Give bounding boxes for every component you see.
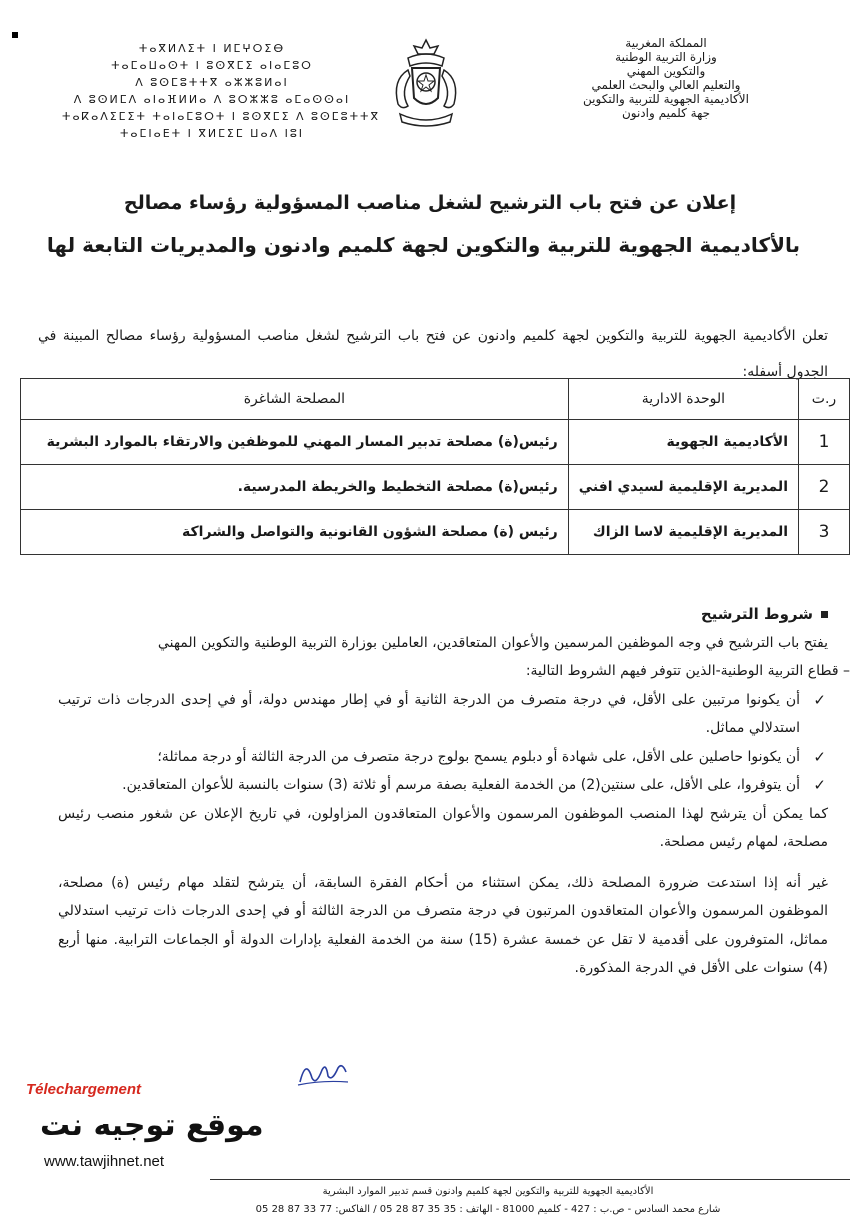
footer-divider <box>210 1179 850 1180</box>
signature-mark <box>292 1052 352 1092</box>
announcement-title-line-1: إعلان عن فتح باب الترشيح لشغل مناصب المسؤولية رؤساء مصالح <box>123 192 737 214</box>
checkmark-icon: ✓ <box>813 747 826 766</box>
table-row <box>21 510 850 555</box>
column-header-number: ر.ت <box>799 379 850 420</box>
condition-item <box>58 686 828 743</box>
header-arabic <box>516 36 816 120</box>
condition-text: أن يتوفروا، على الأقل، على سنتين(2) من الخدمة الفعلية بصفة مرسم أو ثلاثة (3) سنوات بالنسبة للأعوان المتعاقدين. <box>122 777 800 793</box>
table-row <box>21 465 850 510</box>
watermark-url[interactable]: www.tawjihnet.net <box>44 1153 165 1170</box>
footer <box>168 1183 808 1219</box>
bullet-square-icon <box>821 611 828 618</box>
watermark-site-name: موقع توجيه نت <box>40 1108 264 1143</box>
header-tifinagh <box>62 40 380 142</box>
conditions-intro: يفتح باب الترشيح في وجه الموظفين المرسمين والأعوان المتعاقدين، العاملين بوزارة التربية الوطنية والتكوين المهني <box>157 634 828 651</box>
condition-item <box>58 771 828 800</box>
footer-line: شارع محمد السادس - ص.ب : 427 - كلميم 81000 - الهاتف : 35 35 87 28 05 / الفاكس: 77 33 87 28 05 <box>255 1204 721 1215</box>
header-tifinagh-line: ⴷ ⵓⵙⵍⵎⴷ ⴰⵏⴰⴼⵍⵍⴰ ⴷ ⵓⵔⵣⵣⵓ ⴰⵎⴰⵙⵙⴰⵏ <box>73 93 351 106</box>
column-header-service: المصلحة الشاغرة <box>21 379 569 420</box>
footer-line: الأكاديمية الجهوية للتربية والتكوين لجهة كلميم وادنون قسم تدبير الموارد البشرية <box>322 1186 654 1197</box>
header-arabic-line: جهة كلميم وادنون <box>621 106 711 120</box>
header-arabic-line: والتعليم العالي والبحث العلمي <box>591 78 741 92</box>
conditions-heading <box>58 600 828 629</box>
row-number: 2 <box>799 465 850 510</box>
condition-item <box>58 743 828 772</box>
row-number: 3 <box>799 510 850 555</box>
condition-text: أن يكونوا حاصلين على الأقل، على شهادة أو دبلوم يسمح بولوج درجة متصرف من الدرجة الثالثة أو درجة مماثلة؛ <box>157 748 800 765</box>
conditions-paragraph: غير أنه إذا استدعت ضرورة المصلحة ذلك، يمكن استثناء من أحكام الفقرة السابقة، أن يترشح لتقلد مهام رئيس (ة) مصلحة، الموظفون المرسمون والأعوان المتعاقدون المرتبون في درجة متصرف من الدرجة الثالثة أو في إحدى الدرجات ذات ترتيب استدلالي مماثل، المتوفرون على أقدمية لا تقل عن خمسة عشرة (15) سنة من الخدمة الفعلية بإدارات الدولة أو الجماعات الترابية. منها أربع (4) سنوات على الأقل في الدرجة المذكورة. <box>58 874 828 976</box>
row-service: رئيس (ة) مصلحة الشؤون القانونية والتواصل والشراكة <box>21 510 569 555</box>
header-arabic-line: المملكة المغربية <box>625 36 707 50</box>
header-tifinagh-line: ⴷ ⵓⵙⵎⵓⵜⵜⴳ ⴰⵣⵣⵓⵍⴰⵏ <box>135 76 289 89</box>
table-row <box>21 420 850 465</box>
intro-paragraph: تعلن الأكاديمية الجهوية للتربية والتكوين لجهة كلميم وادنون عن فتح باب الترشيح لشغل مناصب المسؤولية رؤساء مصالح المبينة في الجدول أسفله: <box>38 328 828 380</box>
checkmark-icon: ✓ <box>813 776 826 794</box>
row-unit: الأكاديمية الجهوية <box>568 420 798 465</box>
watermark-download-label: Télechargement <box>26 1081 142 1098</box>
corner-mark <box>12 32 18 38</box>
header-tifinagh-line: ⵜⴰⵎⴰⵡⴰⵙⵜ ⵏ ⵓⵙⴳⵎⵉ ⴰⵏⴰⵎⵓⵔ <box>111 59 313 72</box>
header-tifinagh-line: ⵜⴰⴽⴰⴷⵉⵎⵉⵜ ⵜⴰⵏⴰⵎⵓⵔⵜ ⵏ ⵓⵙⴳⵎⵉ ⴷ ⵓⵙⵎⵓⵜⵜⴳ <box>62 110 380 123</box>
row-unit: المديرية الإقليمية لسيدي افني <box>568 465 798 510</box>
header-arabic-line: وزارة التربية الوطنية <box>615 50 717 64</box>
header-arabic-line: الأكاديمية الجهوية للتربية والتكوين <box>583 92 749 106</box>
conditions-section <box>58 600 850 983</box>
conditions-heading-text: شروط الترشيح <box>700 605 813 623</box>
condition-text: أن يكونوا مرتبين على الأقل، في درجة متصرف من الدرجة الثانية أو في إطار مهندس دولة، أو في إحدى الدرجات ذات ترتيب استدلالي مماثل. <box>58 691 800 736</box>
header-tifinagh-line: ⵜⴰⵎⵏⴰⴹⵜ ⵏ ⴳⵍⵎⵉⵎ ⵡⴰⴷ ⵏⵓⵏ <box>119 127 305 140</box>
header-arabic-line: والتكوين المهني <box>626 64 706 78</box>
row-number: 1 <box>799 420 850 465</box>
vacant-posts-table <box>20 378 850 555</box>
row-unit: المديرية الإقليمية لاسا الزاك <box>568 510 798 555</box>
column-header-unit: الوحدة الادارية <box>568 379 798 420</box>
row-service: رئيس(ة) مصلحة التخطيط والخريطة المدرسية. <box>21 465 569 510</box>
conditions-intro-continued: – قطاع التربية الوطنية-الذين تتوفر فيهم الشروط التالية: <box>525 663 850 679</box>
conditions-paragraph: كما يمكن أن يترشح لهذا المنصب الموظفون المرسمون والأعوان المتعاقدون المزاولون، في تاريخ الإعلان عن شغور منصب رئيس مصلحة، لمهام رئيس مصلحة. <box>58 805 828 850</box>
checkmark-icon: ✓ <box>813 690 826 709</box>
header-tifinagh-line: ⵜⴰⴳⵍⴷⵉⵜ ⵏ ⵍⵎⵖⵔⵉⴱ <box>138 42 286 55</box>
coat-of-arms-emblem <box>378 36 474 130</box>
table-header-row <box>21 379 850 420</box>
announcement-title-line-2: بالأكاديمية الجهوية للتربية والتكوين لجهة كلميم وادنون والمديريات التابعة لها <box>46 233 800 257</box>
row-service: رئيس(ة) مصلحة تدبير المسار المهني للموظفين والارتقاء بالموارد البشرية <box>21 420 569 465</box>
